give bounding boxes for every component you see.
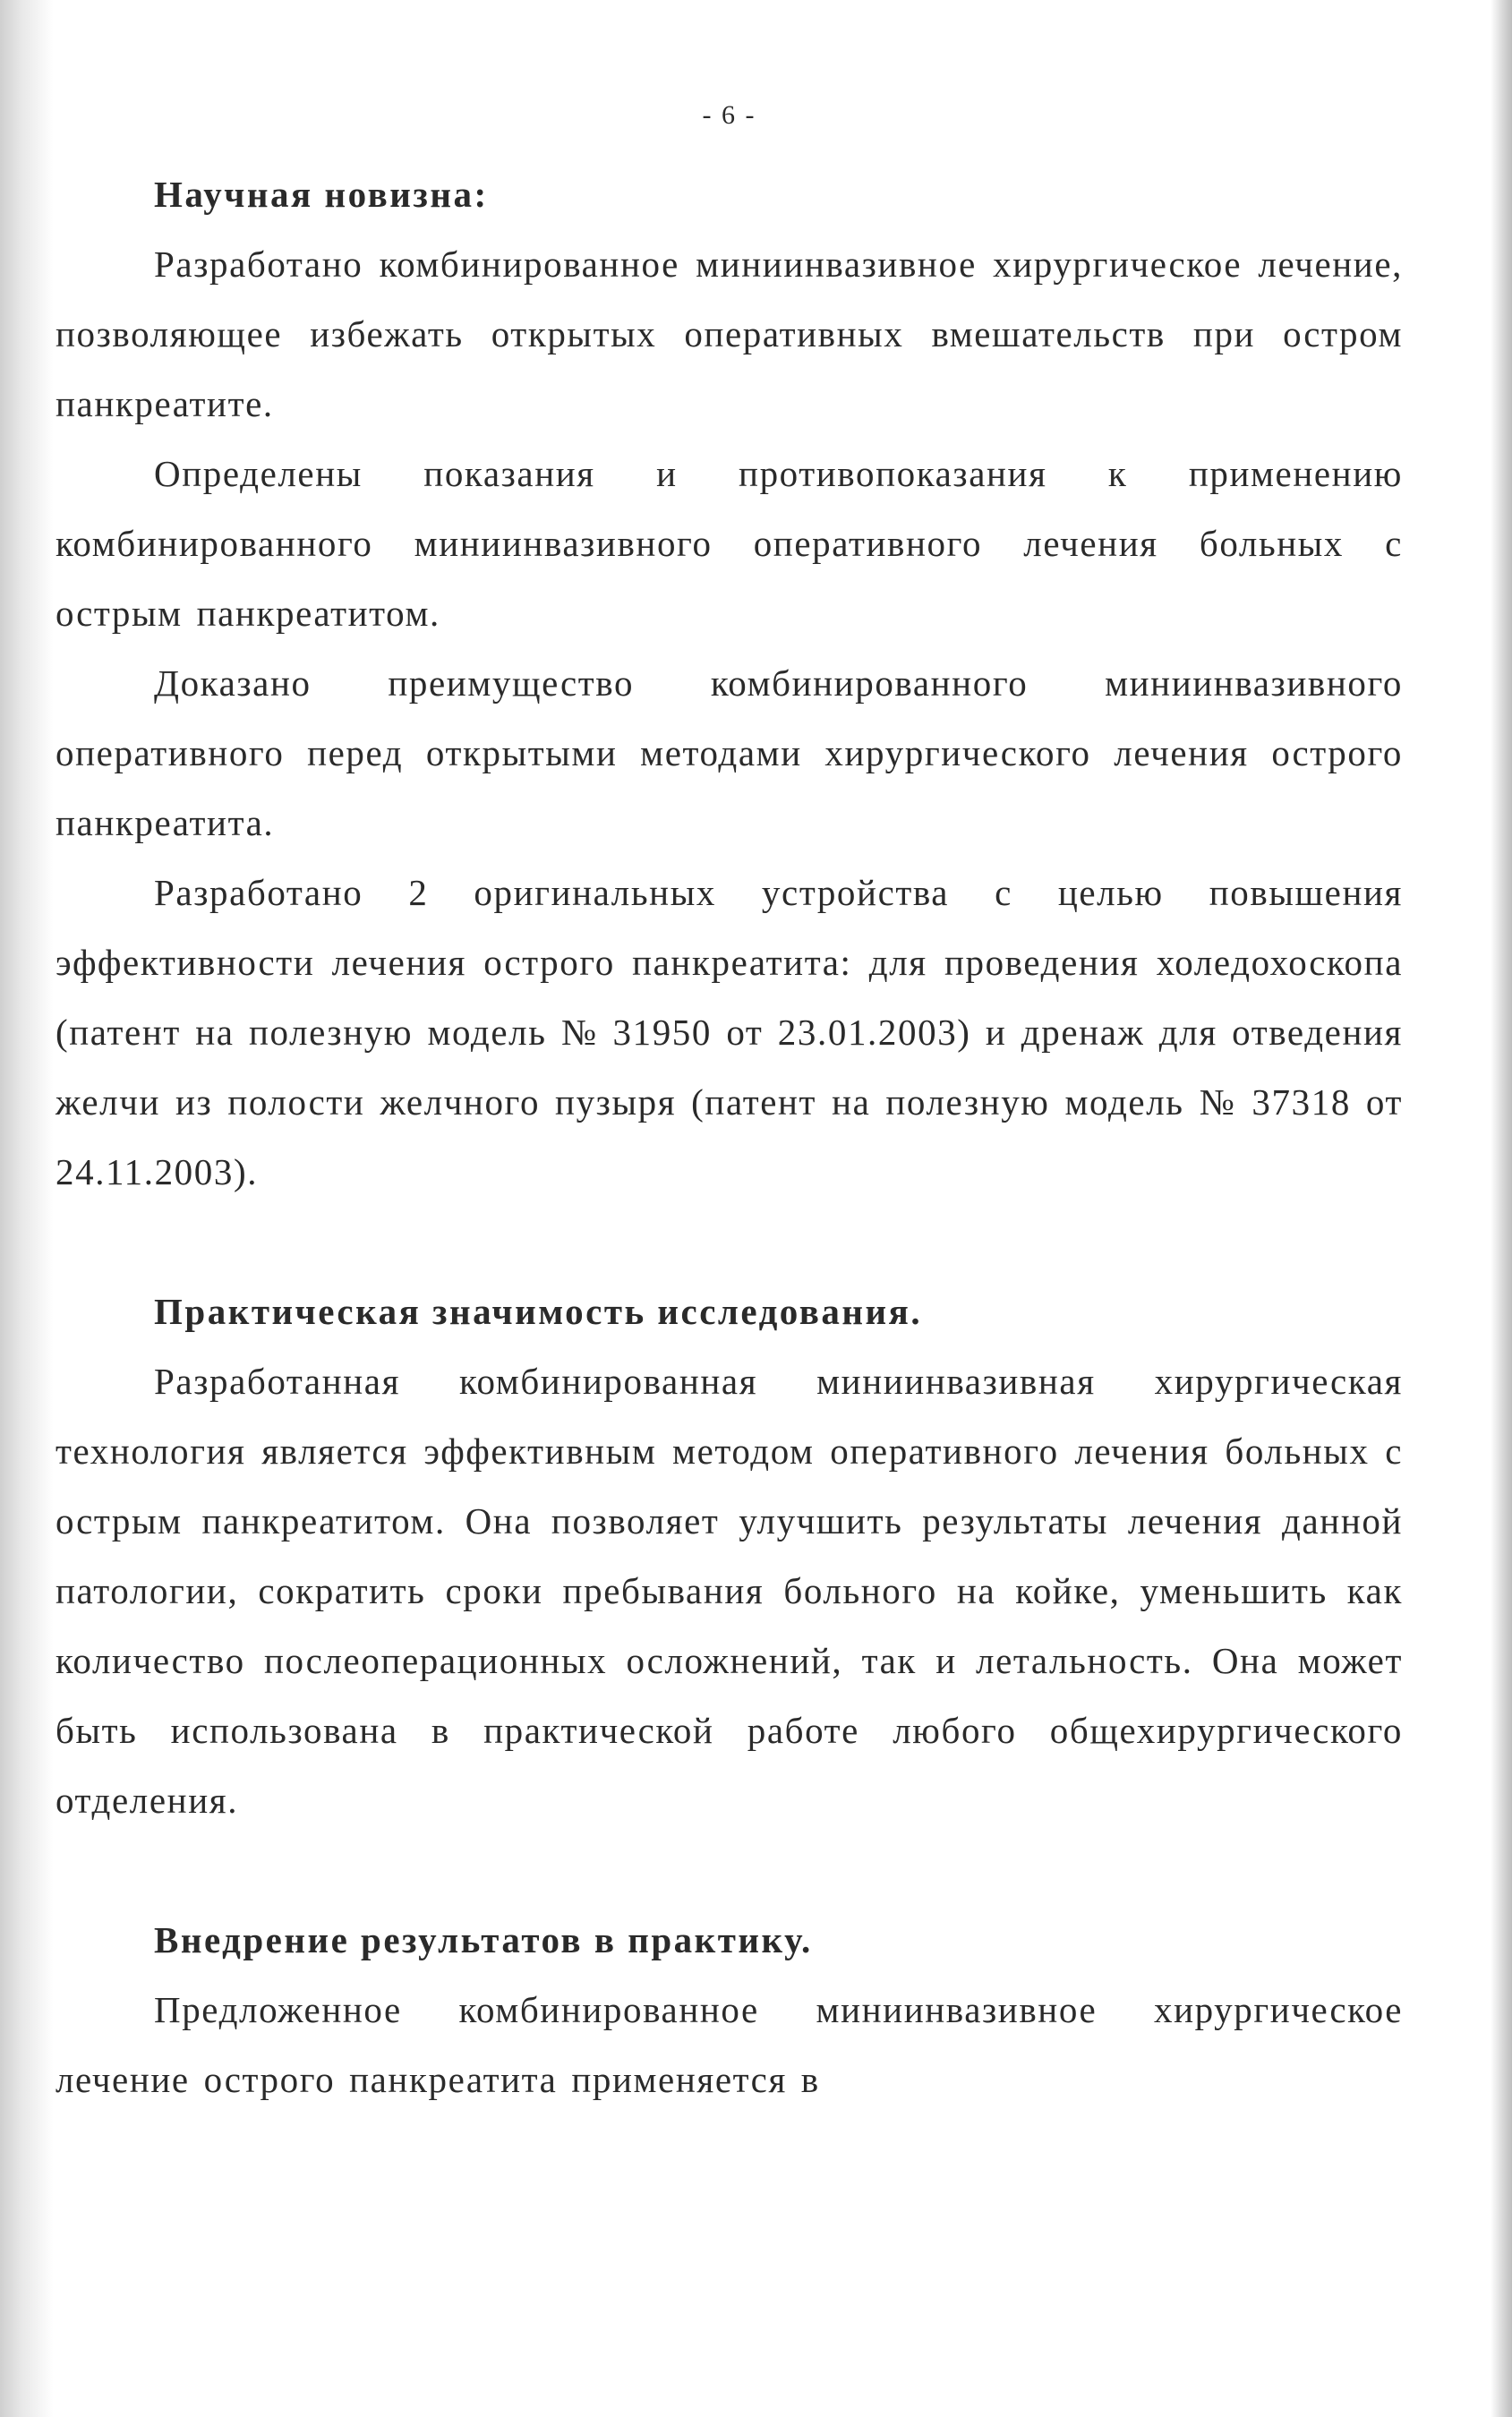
section-heading: Внедрение результатов в практику. [154,1919,813,1960]
section-spacer [56,1207,1403,1277]
document-page [56,0,1403,2417]
paragraph: Разработано 2 оригинальных устройства с целью повышения эффективности лечения острого панкреатита: для проведения холедохоскопа (патент на полезную модель № 31950 от 23.01.2003) и дренаж для отведения желчи из полости желчного пузыря (патент на полезную модель № 37318 от 24.11.2003). [56,872,1403,1192]
paragraph: Разработано комбинированное миниинвазивное хирургическое лечение, позволяющее избежать открытых оперативных вмешательств при остром панкреатите. [56,243,1403,424]
scan-shadow [0,0,54,2417]
section-implementation [56,1905,1403,2114]
section-heading: Научная новизна: [154,174,489,215]
section-spacer [56,1835,1403,1905]
section-scientific-novelty [56,159,1403,1207]
scan-edge [1491,0,1512,2417]
paragraph: Разработанная комбинированная миниинвазивная хирургическая технология является эффективным методом оперативного лечения больных с острым панкреатитом. Она позволяет улучшить результаты лечения данной патологии, сократить сроки пребывания больного на койке, уменьшить как количество послеоперационных осложнений, так и летальность. Она может быть использована в практической работе любого общехирургического отделения. [56,1361,1403,1821]
page-number: - 6 - [702,100,756,130]
paragraph: Определены показания и противопоказания к применению комбинированного миниинвазивного оперативного лечения больных с острым панкреатитом. [56,453,1403,634]
paragraph: Предложенное комбинированное миниинвазивное хирургическое лечение острого панкреатита применяется в [56,1989,1403,2100]
page-content [56,159,1403,2114]
paragraph: Доказано преимущество комбинированного миниинвазивного оперативного перед открытыми методами хирургического лечения острого панкреатита. [56,662,1403,843]
section-heading: Практическая значимость исследования. [154,1291,923,1332]
section-practical-significance [56,1277,1403,1835]
